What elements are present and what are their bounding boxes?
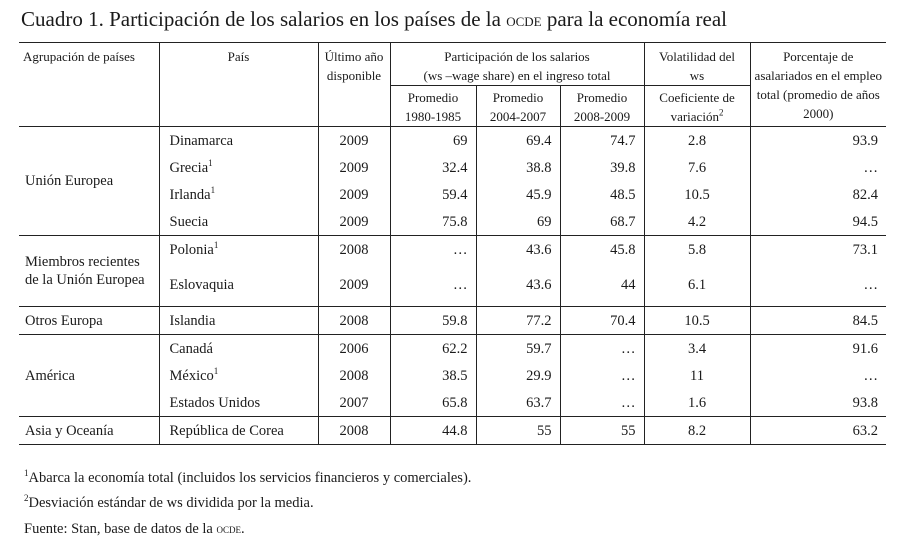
header-prom-2004: Promedio 2004-2007 [476, 86, 560, 127]
table-row [19, 127, 886, 155]
country-name: Estados Unidos [169, 394, 261, 411]
header-pais: País [159, 43, 318, 127]
footnote-2 [24, 491, 471, 516]
country-footnote-mark: 1 [208, 157, 213, 168]
source-suffix: . [240, 521, 245, 537]
pct-cell: … [750, 362, 886, 389]
country-name: Suecia [169, 213, 209, 230]
pct-cell: 93.8 [750, 389, 886, 417]
prom-2008-cell: 74.7 [560, 127, 644, 155]
header-participacion [390, 43, 644, 86]
group-name: Unión Europea [19, 127, 159, 236]
country-cell [159, 335, 318, 363]
prom-2008-cell: 48.5 [560, 181, 644, 208]
pct-cell: 73.1 [750, 236, 886, 264]
group-name: América [19, 335, 159, 417]
prom-1980-cell: 59.8 [390, 307, 476, 335]
prom-2008-cell: … [560, 389, 644, 417]
header-prom-2008: Promedio 2008-2009 [560, 86, 644, 127]
prom-1980-cell: 65.8 [390, 389, 476, 417]
prom-2004-cell: 77.2 [476, 307, 560, 335]
footnote-2-mark: 2 [24, 493, 29, 504]
prom-2008-cell: … [560, 335, 644, 363]
country-name: Polonia [169, 241, 214, 258]
header-coeficiente-sup: 2 [718, 107, 724, 118]
header-ultimo: Último año disponible [318, 43, 390, 127]
prom-2008-cell: … [560, 362, 644, 389]
prom-1980-cell: 75.8 [390, 208, 476, 236]
pct-cell: … [750, 263, 886, 307]
coef-cell: 7.6 [644, 154, 750, 181]
coef-cell: 2.8 [644, 127, 750, 155]
country-cell [159, 307, 318, 335]
country-cell [159, 208, 318, 236]
country-cell [159, 236, 318, 264]
source-note [24, 516, 471, 542]
footnote-1-text: Abarca la economía total (incluidos los servicios financieros y comerciales). [28, 470, 472, 486]
year-cell: 2009 [318, 127, 390, 155]
country-cell [159, 127, 318, 155]
country-cell [159, 389, 318, 417]
coef-cell: 3.4 [644, 335, 750, 363]
country-footnote-mark: 1 [210, 184, 216, 195]
header-porcentaje: Porcentaje de asalariados en el empleo total (promedio de años 2000) [750, 43, 886, 127]
prom-1980-cell: 44.8 [390, 417, 476, 445]
header-participacion-line2: (ws –wage share) en el ingreso total [423, 68, 611, 83]
prom-2004-cell: 59.7 [476, 335, 560, 363]
coef-cell: 4.2 [644, 208, 750, 236]
year-cell: 2007 [318, 389, 390, 417]
prom-1980-cell: … [390, 263, 476, 307]
group-name: Miembros recientes de la Unión Europea [19, 236, 159, 307]
pct-cell: … [750, 154, 886, 181]
prom-2004-cell: 63.7 [476, 389, 560, 417]
title-ocde: ocde [506, 10, 542, 31]
country-cell [159, 417, 318, 445]
title-suffix: para la economía real [541, 7, 727, 31]
country-name: República de Corea [169, 422, 284, 439]
prom-2004-cell: 55 [476, 417, 560, 445]
year-cell: 2008 [318, 307, 390, 335]
pct-cell: 91.6 [750, 335, 886, 363]
pct-cell: 93.9 [750, 127, 886, 155]
prom-2008-cell: 70.4 [560, 307, 644, 335]
year-cell: 2008 [318, 236, 390, 264]
country-name: Eslovaquia [169, 276, 234, 293]
prom-2008-cell: 44 [560, 263, 644, 307]
prom-2004-cell: 43.6 [476, 263, 560, 307]
prom-2004-cell: 69.4 [476, 127, 560, 155]
country-footnote-mark: 1 [213, 239, 219, 250]
header-volatilidad: Volatilidad del ws [644, 43, 750, 86]
table-row [19, 335, 886, 363]
prom-2008-cell: 55 [560, 417, 644, 445]
prom-2004-cell: 43.6 [476, 236, 560, 264]
header-prom-1980: Promedio 1980-1985 [390, 86, 476, 127]
prom-1980-cell: 32.4 [390, 154, 476, 181]
group-name: Otros Europa [19, 307, 159, 335]
country-name: Canadá [169, 340, 213, 357]
year-cell: 2006 [318, 335, 390, 363]
wage-share-table [19, 42, 886, 445]
header-participacion-line1: Participación de los salarios [444, 49, 590, 64]
country-name: Islandia [169, 312, 216, 329]
country-cell [159, 263, 318, 307]
header-coeficiente-label: Coeficiente de variación [659, 90, 735, 124]
footnotes [24, 466, 471, 542]
prom-1980-cell: 62.2 [390, 335, 476, 363]
header-agrupacion: Agrupación de países [19, 43, 159, 127]
coef-cell: 10.5 [644, 307, 750, 335]
prom-1980-cell: 59.4 [390, 181, 476, 208]
footnote-1-mark: 1 [24, 468, 29, 479]
country-cell [159, 181, 318, 208]
table-row [19, 417, 886, 445]
coef-cell: 5.8 [644, 236, 750, 264]
prom-2004-cell: 69 [476, 208, 560, 236]
title-prefix: Cuadro 1. Participación de los salarios en los países de la [21, 7, 507, 31]
prom-2004-cell: 38.8 [476, 154, 560, 181]
year-cell: 2009 [318, 208, 390, 236]
year-cell: 2009 [318, 154, 390, 181]
table-row [19, 307, 886, 335]
coef-cell: 8.2 [644, 417, 750, 445]
coef-cell: 11 [644, 362, 750, 389]
country-name: Grecia [169, 159, 209, 176]
prom-2004-cell: 29.9 [476, 362, 560, 389]
year-cell: 2008 [318, 417, 390, 445]
year-cell: 2008 [318, 362, 390, 389]
source-prefix: Fuente: Stan, base de datos de la [24, 521, 217, 537]
pct-cell: 63.2 [750, 417, 886, 445]
country-name: México [169, 367, 214, 384]
footnote-1 [24, 466, 471, 491]
country-name: Irlanda [169, 186, 211, 203]
year-cell: 2009 [318, 263, 390, 307]
pct-cell: 94.5 [750, 208, 886, 236]
prom-1980-cell: 38.5 [390, 362, 476, 389]
pct-cell: 82.4 [750, 181, 886, 208]
country-footnote-mark: 1 [213, 365, 219, 376]
prom-2008-cell: 68.7 [560, 208, 644, 236]
prom-1980-cell: 69 [390, 127, 476, 155]
table-title [21, 6, 901, 34]
footnote-2-text: Desviación estándar de ws dividida por la media. [28, 495, 314, 511]
coef-cell: 1.6 [644, 389, 750, 417]
year-cell: 2009 [318, 181, 390, 208]
country-cell [159, 154, 318, 181]
coef-cell: 10.5 [644, 181, 750, 208]
group-name: Asia y Oceanía [19, 417, 159, 445]
coef-cell: 6.1 [644, 263, 750, 307]
source-ocde: ocde [216, 521, 241, 536]
header-coeficiente [644, 86, 750, 127]
prom-2008-cell: 45.8 [560, 236, 644, 264]
table-row [19, 236, 886, 264]
table-body [19, 127, 886, 445]
country-name: Dinamarca [169, 132, 234, 149]
prom-2008-cell: 39.8 [560, 154, 644, 181]
country-cell [159, 362, 318, 389]
prom-2004-cell: 45.9 [476, 181, 560, 208]
prom-1980-cell: … [390, 236, 476, 264]
pct-cell: 84.5 [750, 307, 886, 335]
